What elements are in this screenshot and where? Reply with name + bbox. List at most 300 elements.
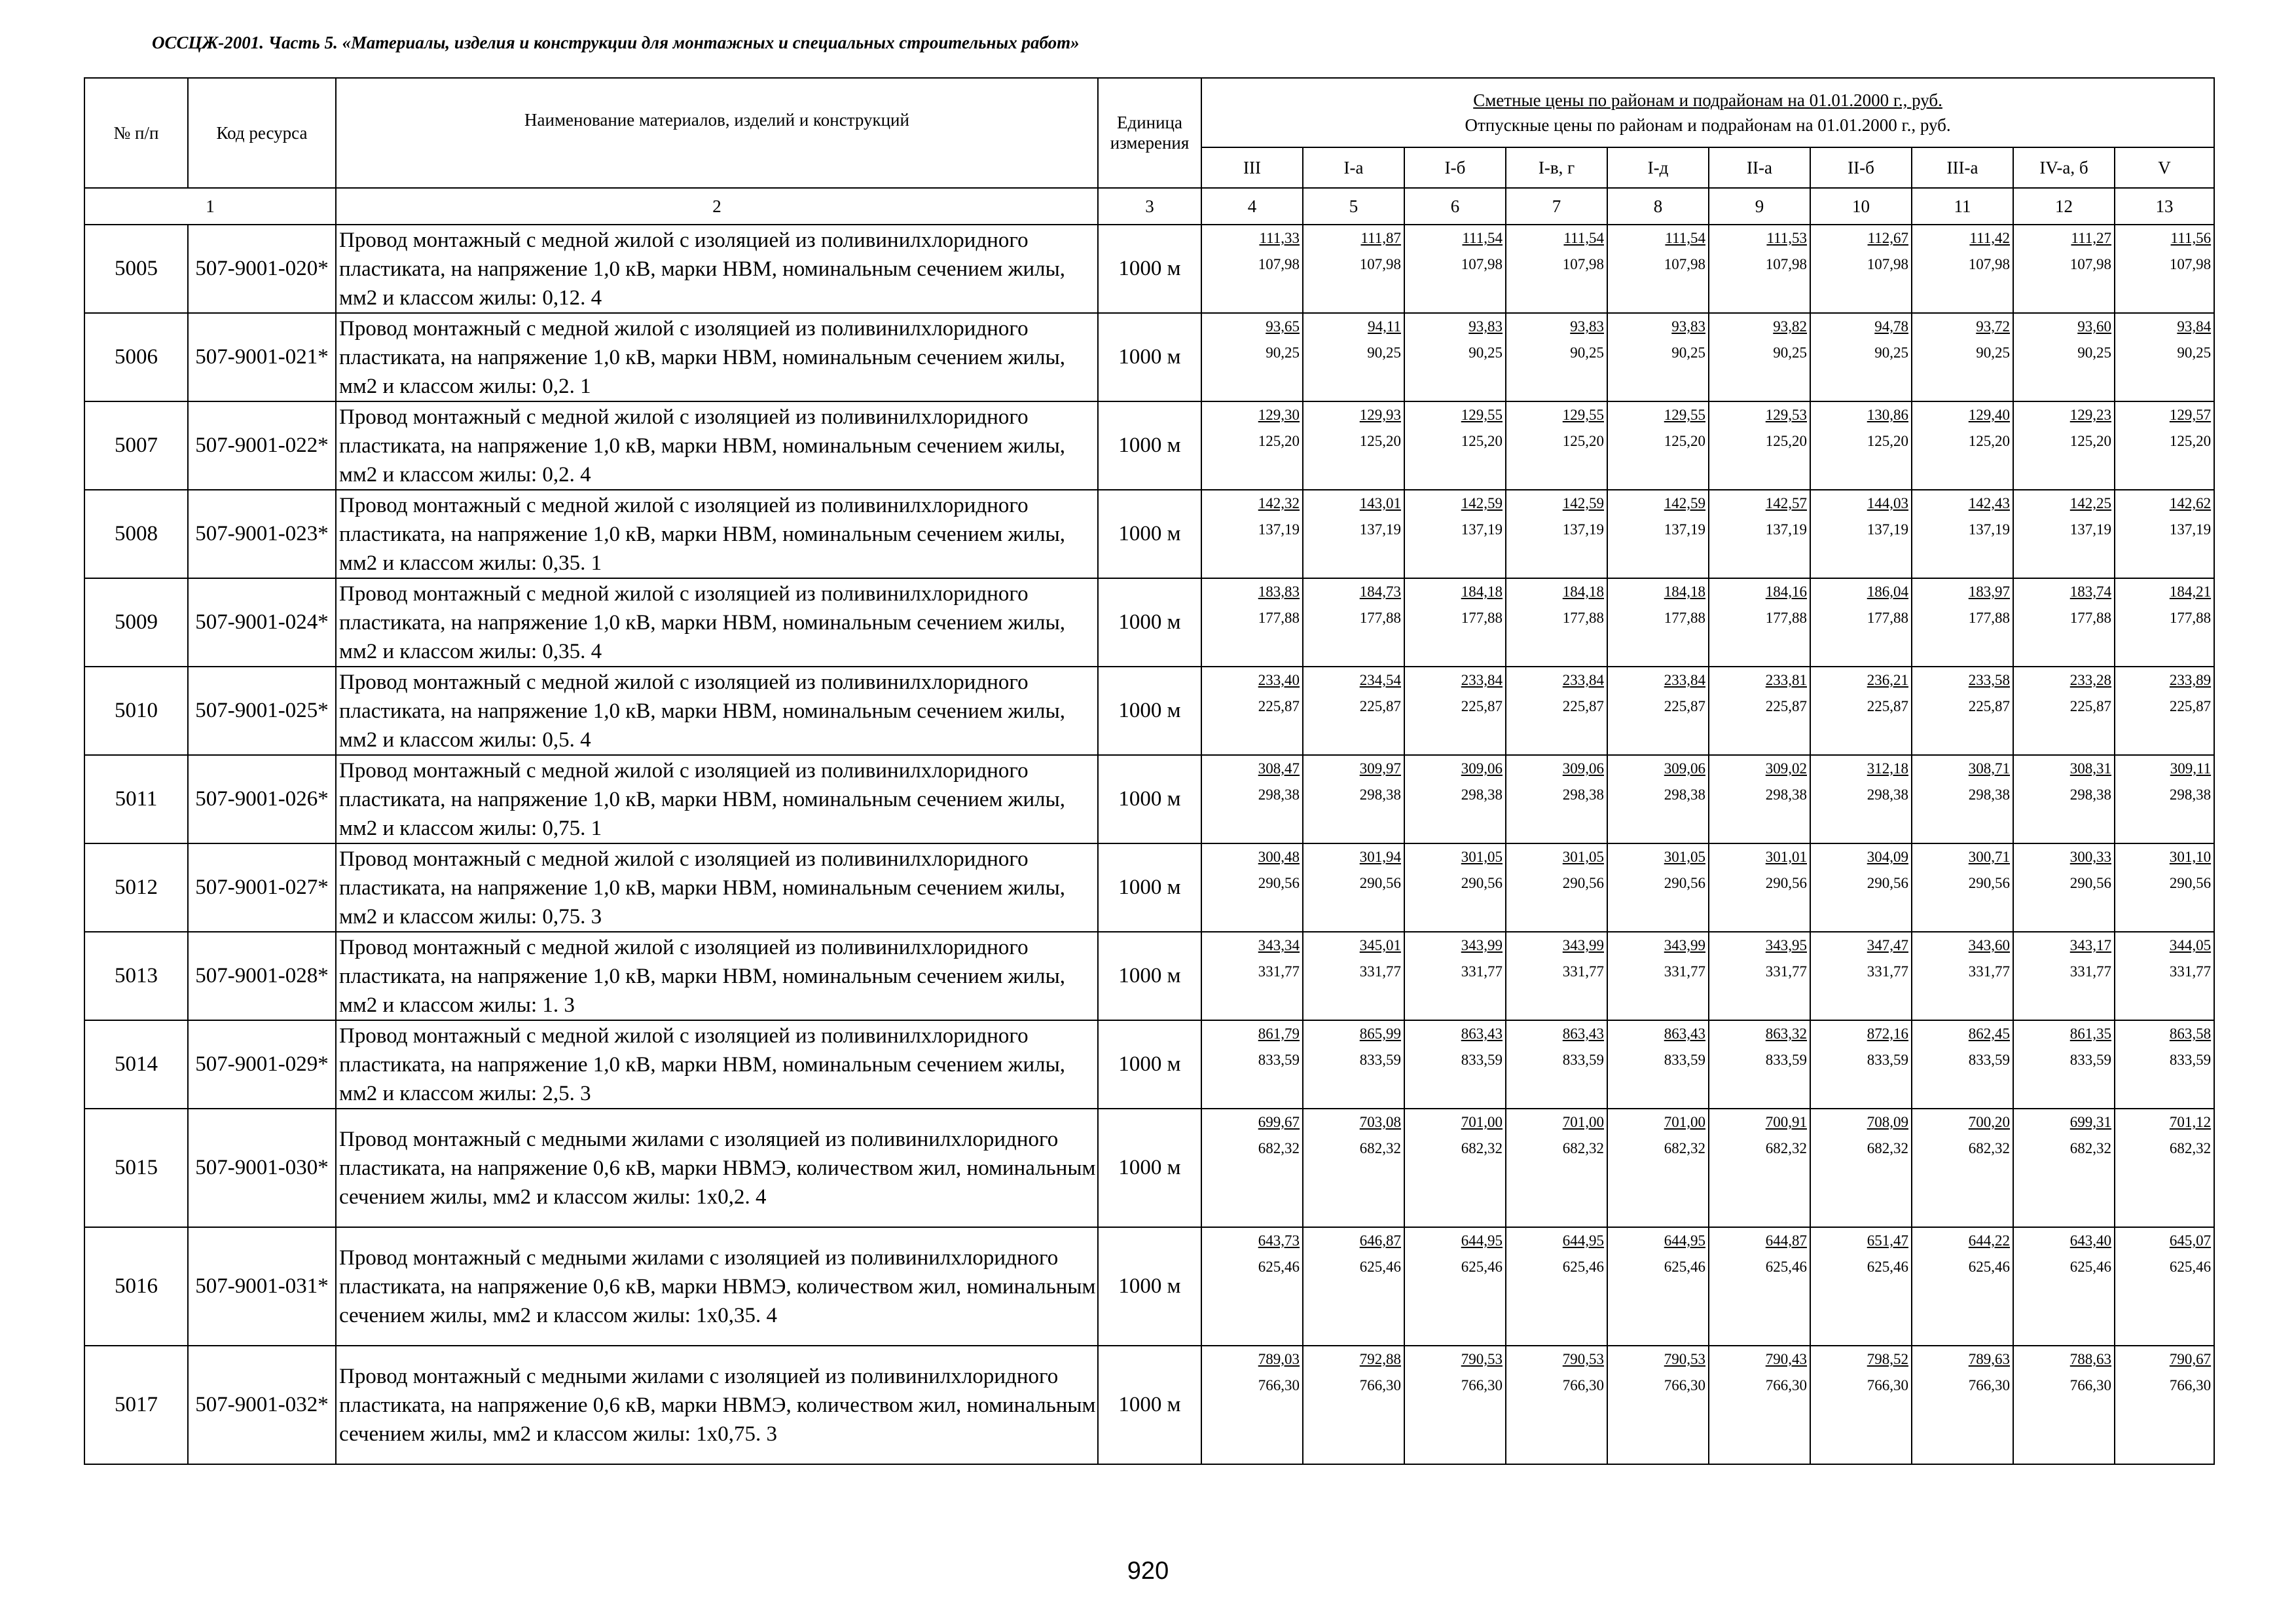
sale-price: 331,77 bbox=[1359, 963, 1401, 980]
table-row bbox=[84, 313, 2214, 401]
estimate-price: 872,16 bbox=[1867, 1025, 1908, 1042]
price-cell bbox=[2115, 843, 2214, 932]
price-cell bbox=[2013, 225, 2115, 313]
estimate-price: 233,89 bbox=[2169, 672, 2212, 688]
estimate-price: 309,97 bbox=[1359, 760, 1401, 777]
price-cell bbox=[1404, 932, 1506, 1020]
estimate-price: 142,57 bbox=[1765, 495, 1807, 511]
estimate-price: 233,40 bbox=[1258, 672, 1300, 688]
sale-price: 125,20 bbox=[1765, 433, 1807, 449]
resource-code: 507-9001-030* bbox=[188, 1109, 336, 1227]
price-cell bbox=[1912, 225, 2013, 313]
row-number: 5016 bbox=[84, 1227, 188, 1346]
price-cell bbox=[1810, 1346, 1912, 1464]
estimate-price: 644,95 bbox=[1664, 1232, 1705, 1249]
price-cell bbox=[1607, 490, 1709, 578]
estimate-price: 863,32 bbox=[1765, 1025, 1807, 1042]
table-row bbox=[84, 755, 2214, 843]
sale-price: 766,30 bbox=[1461, 1377, 1503, 1393]
estimate-price: 233,84 bbox=[1562, 672, 1604, 688]
sale-price: 290,56 bbox=[1664, 875, 1705, 891]
region-header: II-б bbox=[1810, 147, 1912, 188]
price-cell bbox=[1607, 932, 1709, 1020]
table-row bbox=[84, 578, 2214, 667]
price-cell bbox=[1810, 401, 1912, 490]
column-number: 11 bbox=[1912, 188, 2013, 225]
resource-code: 507-9001-028* bbox=[188, 932, 336, 1020]
price-cell bbox=[1810, 313, 1912, 401]
region-header: III bbox=[1201, 147, 1303, 188]
price-cell bbox=[1709, 401, 1810, 490]
price-cell bbox=[1506, 932, 1607, 1020]
price-cell bbox=[2115, 1109, 2214, 1227]
column-number: 3 bbox=[1098, 188, 1201, 225]
column-number: 1 bbox=[84, 188, 336, 225]
estimate-price: 129,53 bbox=[1765, 407, 1807, 423]
sale-price: 625,46 bbox=[1258, 1259, 1300, 1275]
estimate-price: 93,83 bbox=[1671, 318, 1705, 335]
estimate-price: 112,67 bbox=[1867, 230, 1908, 246]
price-cell bbox=[1201, 843, 1303, 932]
estimate-price: 643,73 bbox=[1258, 1232, 1300, 1249]
item-name: Провод монтажный с медной жилой с изоляцией из поливинилхлоридного пластиката, на напряжение 1,0 кВ, марки НВМ, номинальным сечением жилы, мм2 и классом жилы: 1. 3 bbox=[336, 932, 1098, 1020]
estimate-price: 309,02 bbox=[1765, 760, 1807, 777]
sale-price: 107,98 bbox=[1258, 256, 1300, 272]
resource-code: 507-9001-020* bbox=[188, 225, 336, 313]
item-name: Провод монтажный с медными жилами с изоляцией из поливинилхлоридного пластиката, на напряжение 0,6 кВ, марки НВМЭ, количеством жил, номинальным сечением жилы, мм2 и классом жилы: 1х0,35. 4 bbox=[336, 1227, 1098, 1346]
item-name: Провод монтажный с медной жилой с изоляцией из поливинилхлоридного пластиката, на напряжение 1,0 кВ, марки НВМ, номинальным сечением жилы, мм2 и классом жилы: 0,35. 4 bbox=[336, 578, 1098, 667]
sale-price: 107,98 bbox=[1562, 256, 1604, 272]
estimate-price: 111,54 bbox=[1563, 230, 1604, 246]
price-cell bbox=[2013, 1020, 2115, 1109]
sale-price: 177,88 bbox=[1968, 610, 2010, 626]
sale-price: 137,19 bbox=[1664, 521, 1705, 538]
sale-price: 331,77 bbox=[2069, 963, 2111, 980]
estimate-price: 792,88 bbox=[1359, 1351, 1401, 1367]
sale-price: 290,56 bbox=[1765, 875, 1807, 891]
price-cell bbox=[2013, 578, 2115, 667]
estimate-price: 788,63 bbox=[2069, 1351, 2111, 1367]
price-cell bbox=[1607, 1346, 1709, 1464]
price-cell bbox=[1912, 1346, 2013, 1464]
sale-price: 90,25 bbox=[2077, 344, 2111, 361]
unit-of-measure: 1000 м bbox=[1098, 755, 1201, 843]
sale-price: 225,87 bbox=[1562, 698, 1604, 714]
price-cell bbox=[1709, 843, 1810, 932]
estimate-price: 93,65 bbox=[1266, 318, 1300, 335]
col-header-unit: Единица измерения bbox=[1098, 78, 1201, 188]
col-header-name: Наименование материалов, изделий и конструкций bbox=[336, 78, 1098, 188]
table-row bbox=[84, 1020, 2214, 1109]
price-cell bbox=[1201, 578, 1303, 667]
estimate-price: 184,18 bbox=[1664, 583, 1705, 600]
row-number: 5007 bbox=[84, 401, 188, 490]
price-cell bbox=[1607, 225, 1709, 313]
price-table bbox=[84, 77, 2215, 1465]
document-header: ОССЦЖ-2001. Часть 5. «Материалы, изделия и конструкции для монтажных и специальных строительных работ» bbox=[152, 33, 1080, 52]
sale-price: 90,25 bbox=[1570, 344, 1604, 361]
sale-price: 833,59 bbox=[1562, 1052, 1604, 1068]
price-cell bbox=[1607, 843, 1709, 932]
sale-price: 290,56 bbox=[1867, 875, 1908, 891]
sale-price: 625,46 bbox=[2169, 1259, 2212, 1275]
estimate-price: 142,43 bbox=[1968, 495, 2010, 511]
sale-price: 682,32 bbox=[2169, 1140, 2212, 1156]
estimate-price: 142,59 bbox=[1562, 495, 1604, 511]
unit-of-measure: 1000 м bbox=[1098, 667, 1201, 755]
estimate-price: 93,72 bbox=[1976, 318, 2010, 335]
price-cell bbox=[1201, 1227, 1303, 1346]
price-cell bbox=[2013, 667, 2115, 755]
sale-price: 298,38 bbox=[1258, 786, 1300, 803]
unit-of-measure: 1000 м bbox=[1098, 225, 1201, 313]
sale-price: 625,46 bbox=[1765, 1259, 1807, 1275]
row-number: 5009 bbox=[84, 578, 188, 667]
estimate-price: 646,87 bbox=[1359, 1232, 1401, 1249]
price-cell bbox=[1810, 667, 1912, 755]
price-cell bbox=[1810, 490, 1912, 578]
resource-code: 507-9001-026* bbox=[188, 755, 336, 843]
estimate-price: 129,23 bbox=[2069, 407, 2111, 423]
price-cell bbox=[2115, 313, 2214, 401]
sale-price: 625,46 bbox=[2069, 1259, 2111, 1275]
price-cell bbox=[1201, 1109, 1303, 1227]
table-row bbox=[84, 1346, 2214, 1464]
estimate-price: 300,33 bbox=[2069, 849, 2111, 865]
unit-of-measure: 1000 м bbox=[1098, 843, 1201, 932]
estimate-price: 129,57 bbox=[2169, 407, 2212, 423]
sale-price: 682,32 bbox=[1664, 1140, 1705, 1156]
sale-price: 625,46 bbox=[1867, 1259, 1908, 1275]
estimate-price: 183,83 bbox=[1258, 583, 1300, 600]
price-cell bbox=[2115, 1020, 2214, 1109]
estimate-price: 111,54 bbox=[1665, 230, 1705, 246]
resource-code: 507-9001-021* bbox=[188, 313, 336, 401]
estimate-price: 111,53 bbox=[1766, 230, 1807, 246]
estimate-price: 343,60 bbox=[1968, 937, 2010, 953]
price-cell bbox=[1607, 1109, 1709, 1227]
price-cell bbox=[2013, 1227, 2115, 1346]
estimate-price: 861,35 bbox=[2069, 1025, 2111, 1042]
sale-price: 125,20 bbox=[1968, 433, 2010, 449]
sale-price: 682,32 bbox=[1258, 1140, 1300, 1156]
column-number: 13 bbox=[2115, 188, 2214, 225]
sale-price: 766,30 bbox=[1664, 1377, 1705, 1393]
sale-price: 125,20 bbox=[1258, 433, 1300, 449]
sale-price: 90,25 bbox=[1266, 344, 1300, 361]
column-number: 7 bbox=[1506, 188, 1607, 225]
item-name: Провод монтажный с медной жилой с изоляцией из поливинилхлоридного пластиката, на напряжение 1,0 кВ, марки НВМ, номинальным сечением жилы, мм2 и классом жилы: 0,75. 1 bbox=[336, 755, 1098, 843]
estimate-price: 129,93 bbox=[1359, 407, 1401, 423]
sale-price: 833,59 bbox=[1968, 1052, 2010, 1068]
sale-price: 177,88 bbox=[2169, 610, 2212, 626]
estimate-price: 184,73 bbox=[1359, 583, 1401, 600]
price-cell bbox=[1709, 755, 1810, 843]
estimate-price: 643,40 bbox=[2069, 1232, 2111, 1249]
price-cell bbox=[1506, 401, 1607, 490]
price-cell bbox=[1912, 578, 2013, 667]
estimate-price: 863,43 bbox=[1562, 1025, 1604, 1042]
column-number: 6 bbox=[1404, 188, 1506, 225]
sale-price: 298,38 bbox=[1968, 786, 2010, 803]
column-number: 2 bbox=[336, 188, 1098, 225]
price-cell bbox=[1912, 932, 2013, 1020]
unit-of-measure: 1000 м bbox=[1098, 490, 1201, 578]
estimate-price: 301,05 bbox=[1664, 849, 1705, 865]
price-cell bbox=[1404, 578, 1506, 667]
price-cell bbox=[1303, 225, 1404, 313]
unit-of-measure: 1000 м bbox=[1098, 1020, 1201, 1109]
sale-price: 125,20 bbox=[2069, 433, 2111, 449]
sale-price: 298,38 bbox=[2169, 786, 2212, 803]
price-cell bbox=[1607, 1020, 1709, 1109]
sale-price: 766,30 bbox=[2169, 1377, 2212, 1393]
sale-price: 225,87 bbox=[1867, 698, 1908, 714]
estimate-price: 233,28 bbox=[2069, 672, 2111, 688]
sale-price: 682,32 bbox=[1968, 1140, 2010, 1156]
sale-price: 107,98 bbox=[1765, 256, 1807, 272]
price-cell bbox=[1810, 578, 1912, 667]
unit-of-measure: 1000 м bbox=[1098, 578, 1201, 667]
estimate-price: 644,87 bbox=[1765, 1232, 1807, 1249]
sale-price: 125,20 bbox=[1359, 433, 1401, 449]
sale-price: 298,38 bbox=[1562, 786, 1604, 803]
price-cell bbox=[2013, 843, 2115, 932]
estimate-price: 708,09 bbox=[1867, 1114, 1908, 1130]
sale-price: 290,56 bbox=[1461, 875, 1503, 891]
price-cell bbox=[2115, 755, 2214, 843]
row-number: 5005 bbox=[84, 225, 188, 313]
price-cell bbox=[1303, 667, 1404, 755]
sale-price: 177,88 bbox=[2069, 610, 2111, 626]
column-number: 5 bbox=[1303, 188, 1404, 225]
sale-price: 290,56 bbox=[2169, 875, 2212, 891]
estimate-price: 701,00 bbox=[1664, 1114, 1705, 1130]
sale-price: 766,30 bbox=[1968, 1377, 2010, 1393]
sale-price: 90,25 bbox=[1671, 344, 1705, 361]
estimate-price: 93,83 bbox=[1468, 318, 1503, 335]
sale-price: 833,59 bbox=[2069, 1052, 2111, 1068]
estimate-price: 699,67 bbox=[1258, 1114, 1300, 1130]
estimate-price: 309,06 bbox=[1562, 760, 1604, 777]
sale-price: 177,88 bbox=[1562, 610, 1604, 626]
sale-price: 90,25 bbox=[2177, 344, 2212, 361]
sale-price: 625,46 bbox=[1968, 1259, 2010, 1275]
estimate-price: 790,67 bbox=[2169, 1351, 2212, 1367]
item-name: Провод монтажный с медной жилой с изоляцией из поливинилхлоридного пластиката, на напряжение 1,0 кВ, марки НВМ, номинальным сечением жилы, мм2 и классом жилы: 0,35. 1 bbox=[336, 490, 1098, 578]
sale-price: 833,59 bbox=[1664, 1052, 1705, 1068]
price-cell bbox=[1303, 578, 1404, 667]
estimate-price: 790,53 bbox=[1562, 1351, 1604, 1367]
sale-price: 833,59 bbox=[1765, 1052, 1807, 1068]
sale-price: 682,32 bbox=[2069, 1140, 2111, 1156]
price-cell bbox=[2115, 225, 2214, 313]
region-header: III-а bbox=[1912, 147, 2013, 188]
price-cell bbox=[1201, 401, 1303, 490]
price-cell bbox=[1709, 313, 1810, 401]
sale-price: 90,25 bbox=[1773, 344, 1807, 361]
col-header-prices bbox=[1201, 78, 2214, 147]
estimate-price: 309,11 bbox=[2170, 760, 2212, 777]
price-cell bbox=[1201, 667, 1303, 755]
sale-price: 682,32 bbox=[1461, 1140, 1503, 1156]
sale-price: 125,20 bbox=[1461, 433, 1503, 449]
sale-price: 766,30 bbox=[2069, 1377, 2111, 1393]
price-cell bbox=[1709, 932, 1810, 1020]
price-cell bbox=[2013, 401, 2115, 490]
estimate-price: 301,05 bbox=[1562, 849, 1604, 865]
sale-price: 137,19 bbox=[1562, 521, 1604, 538]
estimate-price: 790,53 bbox=[1461, 1351, 1503, 1367]
table-row bbox=[84, 1109, 2214, 1227]
item-name: Провод монтажный с медными жилами с изоляцией из поливинилхлоридного пластиката, на напряжение 0,6 кВ, марки НВМЭ, количеством жил, номинальным сечением жилы, мм2 и классом жилы: 1х0,75. 3 bbox=[336, 1346, 1098, 1464]
price-cell bbox=[1810, 1020, 1912, 1109]
estimate-price: 861,79 bbox=[1258, 1025, 1300, 1042]
estimate-price: 790,43 bbox=[1765, 1351, 1807, 1367]
price-cell bbox=[1912, 667, 2013, 755]
item-name: Провод монтажный с медной жилой с изоляцией из поливинилхлоридного пластиката, на напряжение 1,0 кВ, марки НВМ, номинальным сечением жилы, мм2 и классом жилы: 0,2. 1 bbox=[336, 313, 1098, 401]
estimate-price: 94,78 bbox=[1874, 318, 1908, 335]
price-cell bbox=[1404, 667, 1506, 755]
sale-price: 125,20 bbox=[1664, 433, 1705, 449]
price-cell bbox=[1810, 225, 1912, 313]
price-cell bbox=[2013, 490, 2115, 578]
estimate-price: 789,63 bbox=[1968, 1351, 2010, 1367]
estimate-price: 863,43 bbox=[1664, 1025, 1705, 1042]
price-cell bbox=[1607, 667, 1709, 755]
unit-of-measure: 1000 м bbox=[1098, 401, 1201, 490]
sale-price: 298,38 bbox=[1359, 786, 1401, 803]
estimate-price: 184,18 bbox=[1461, 583, 1503, 600]
sale-price: 125,20 bbox=[1562, 433, 1604, 449]
sale-price: 682,32 bbox=[1867, 1140, 1908, 1156]
price-cell bbox=[1506, 1227, 1607, 1346]
sale-price: 682,32 bbox=[1359, 1140, 1401, 1156]
sale-price: 298,38 bbox=[1664, 786, 1705, 803]
estimate-price: 129,55 bbox=[1562, 407, 1604, 423]
sale-price: 298,38 bbox=[1461, 786, 1503, 803]
col-header-code: Код ресурса bbox=[188, 78, 336, 188]
row-number: 5012 bbox=[84, 843, 188, 932]
estimate-price: 184,21 bbox=[2169, 583, 2212, 600]
estimate-price: 309,06 bbox=[1664, 760, 1705, 777]
price-cell bbox=[1607, 755, 1709, 843]
row-number: 5010 bbox=[84, 667, 188, 755]
price-cell bbox=[1404, 1020, 1506, 1109]
price-cell bbox=[1303, 755, 1404, 843]
sale-price: 331,77 bbox=[1664, 963, 1705, 980]
estimate-price: 129,40 bbox=[1968, 407, 2010, 423]
estimate-price: 347,47 bbox=[1867, 937, 1908, 953]
estimate-price: 234,54 bbox=[1359, 672, 1401, 688]
item-name: Провод монтажный с медной жилой с изоляцией из поливинилхлоридного пластиката, на напряжение 1,0 кВ, марки НВМ, номинальным сечением жилы, мм2 и классом жилы: 0,12. 4 bbox=[336, 225, 1098, 313]
sale-price: 625,46 bbox=[1461, 1259, 1503, 1275]
row-number: 5011 bbox=[84, 755, 188, 843]
estimate-price: 142,59 bbox=[1461, 495, 1503, 511]
estimate-price: 699,31 bbox=[2069, 1114, 2111, 1130]
price-cell bbox=[1709, 1346, 1810, 1464]
sale-price: 177,88 bbox=[1664, 610, 1705, 626]
sale-price: 107,98 bbox=[2069, 256, 2111, 272]
price-cell bbox=[1404, 490, 1506, 578]
sale-price: 125,20 bbox=[2169, 433, 2212, 449]
estimate-price: 94,11 bbox=[1368, 318, 1401, 335]
resource-code: 507-9001-032* bbox=[188, 1346, 336, 1464]
row-number: 5006 bbox=[84, 313, 188, 401]
table-row bbox=[84, 490, 2214, 578]
estimate-price: 93,82 bbox=[1773, 318, 1807, 335]
estimate-price: 93,84 bbox=[2177, 318, 2212, 335]
sale-price: 766,30 bbox=[1258, 1377, 1300, 1393]
header-row bbox=[84, 78, 2214, 147]
sale-price: 331,77 bbox=[1867, 963, 1908, 980]
estimate-price: 142,62 bbox=[2169, 495, 2212, 511]
price-cell bbox=[2115, 490, 2214, 578]
col-header-num: № п/п bbox=[84, 78, 188, 188]
estimate-price: 130,86 bbox=[1867, 407, 1908, 423]
estimate-price: 700,20 bbox=[1968, 1114, 2010, 1130]
estimate-price: 644,95 bbox=[1562, 1232, 1604, 1249]
price-cell bbox=[1303, 1109, 1404, 1227]
column-number: 8 bbox=[1607, 188, 1709, 225]
price-cell bbox=[1810, 843, 1912, 932]
table-row bbox=[84, 843, 2214, 932]
sale-price: 225,87 bbox=[1461, 698, 1503, 714]
sale-price: 107,98 bbox=[2169, 256, 2212, 272]
estimate-price: 644,95 bbox=[1461, 1232, 1503, 1249]
estimate-price: 233,84 bbox=[1664, 672, 1705, 688]
price-cell bbox=[1201, 313, 1303, 401]
prices-header-sale: Отпускные цены по районам и подрайонам на 01.01.2000 г., руб. bbox=[1465, 115, 1951, 135]
sale-price: 107,98 bbox=[1867, 256, 1908, 272]
item-name: Провод монтажный с медной жилой с изоляцией из поливинилхлоридного пластиката, на напряжение 1,0 кВ, марки НВМ, номинальным сечением жилы, мм2 и классом жилы: 2,5. 3 bbox=[336, 1020, 1098, 1109]
price-cell bbox=[1506, 225, 1607, 313]
price-cell bbox=[1912, 755, 2013, 843]
price-cell bbox=[1607, 1227, 1709, 1346]
row-number: 5014 bbox=[84, 1020, 188, 1109]
estimate-price: 798,52 bbox=[1867, 1351, 1908, 1367]
price-cell bbox=[1303, 932, 1404, 1020]
sale-price: 625,46 bbox=[1359, 1259, 1401, 1275]
sale-price: 225,87 bbox=[1258, 698, 1300, 714]
price-cell bbox=[1912, 843, 2013, 932]
row-number: 5008 bbox=[84, 490, 188, 578]
sale-price: 137,19 bbox=[1461, 521, 1503, 538]
price-cell bbox=[1912, 1020, 2013, 1109]
unit-of-measure: 1000 м bbox=[1098, 932, 1201, 1020]
sale-price: 682,32 bbox=[1562, 1140, 1604, 1156]
table-row bbox=[84, 1227, 2214, 1346]
estimate-price: 343,17 bbox=[2069, 937, 2111, 953]
row-number: 5017 bbox=[84, 1346, 188, 1464]
sale-price: 137,19 bbox=[1968, 521, 2010, 538]
sale-price: 225,87 bbox=[2169, 698, 2212, 714]
price-cell bbox=[1303, 843, 1404, 932]
resource-code: 507-9001-031* bbox=[188, 1227, 336, 1346]
unit-of-measure: 1000 м bbox=[1098, 1109, 1201, 1227]
estimate-price: 862,45 bbox=[1968, 1025, 2010, 1042]
price-cell bbox=[2013, 1109, 2115, 1227]
sale-price: 137,19 bbox=[1867, 521, 1908, 538]
estimate-price: 863,43 bbox=[1461, 1025, 1503, 1042]
estimate-price: 301,94 bbox=[1359, 849, 1401, 865]
region-header: I-в, г bbox=[1506, 147, 1607, 188]
sale-price: 766,30 bbox=[1765, 1377, 1807, 1393]
price-cell bbox=[1404, 755, 1506, 843]
estimate-price: 309,06 bbox=[1461, 760, 1503, 777]
sale-price: 177,88 bbox=[1867, 610, 1908, 626]
price-cell bbox=[1912, 1227, 2013, 1346]
